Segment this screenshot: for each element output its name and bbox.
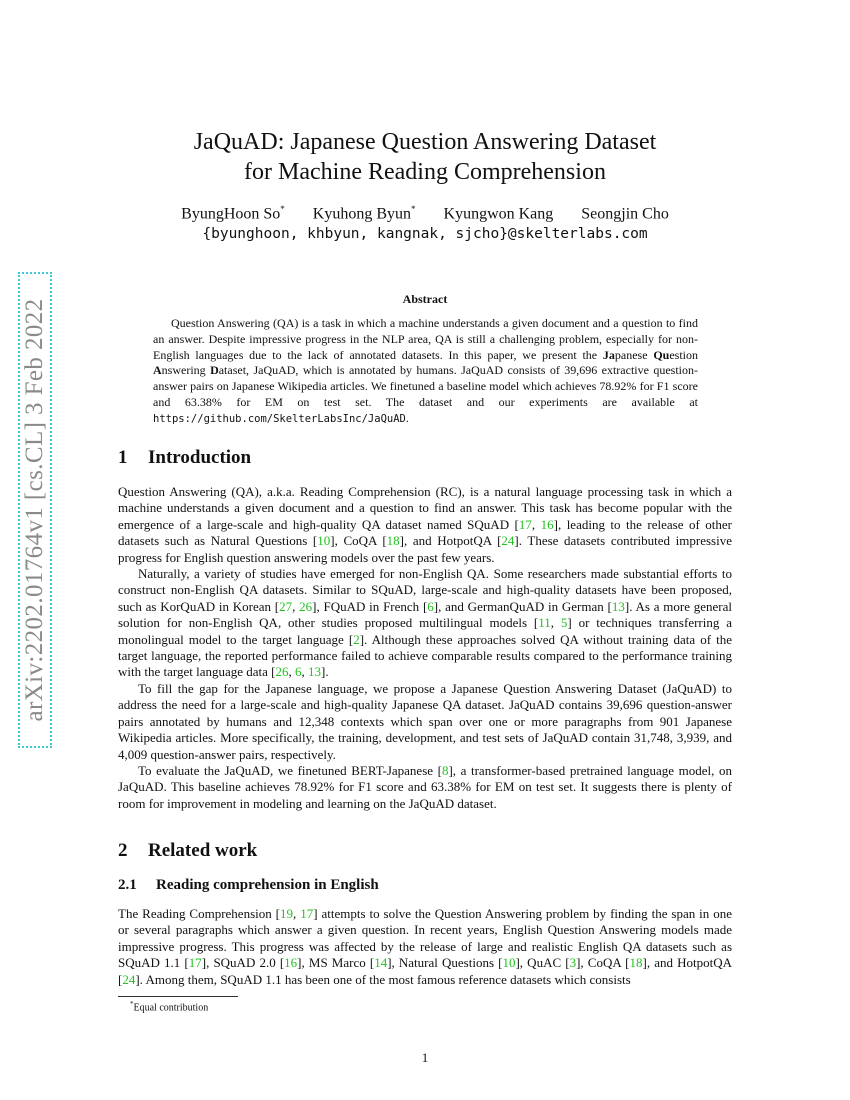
citation-link[interactable]: 13 xyxy=(611,598,625,614)
citation-link[interactable]: 10 xyxy=(502,955,516,971)
citation-link[interactable]: 17 xyxy=(300,906,314,921)
introduction-body xyxy=(118,484,732,812)
citation-link[interactable]: 18 xyxy=(386,533,400,549)
abstract-heading: Abstract xyxy=(402,292,448,306)
author: Seongjin Cho xyxy=(581,205,669,223)
citation-link[interactable]: 2 xyxy=(353,631,360,647)
related-work-body xyxy=(118,906,732,988)
section-heading-related-work: 2 Related work xyxy=(118,840,258,861)
author-email: {byunghoon, khbyun, kangnak, sjcho}@skelterlabs.com xyxy=(202,226,648,242)
citation-link[interactable]: 6 xyxy=(427,598,434,614)
citation-link[interactable]: 26 xyxy=(275,664,289,680)
citation-link[interactable]: 27 xyxy=(279,598,293,614)
citation-link[interactable]: 5 xyxy=(560,615,568,631)
paragraph: Question Answering (QA), a.k.a. Reading Comprehension (RC), is a natural language processing task in which a machine understands a given document and a question to find an answer. This task has become popular with the emergence of a large-scale and high-quality QA dataset named SQuAD [17, 16], leading to the release of other datasets such as Natural Questions [10], CoQA [18], and HotpotQA [24]. These datasets contributed impressive progress for English question answering models over the past few years. xyxy=(118,484,732,565)
citation-link[interactable]: 16 xyxy=(284,955,298,971)
citation-link[interactable]: 24 xyxy=(122,971,136,987)
paragraph: Naturally, a variety of studies have emerged for non-English QA. Some researchers made substantial efforts to construct non-English QA datasets. Similar to SQuAD, large-scale and high-quality datasets have been proposed, such as KorQuAD in Korean [27, 26], FQuAD in French [6], and GermanQuAD in German [13]. As a more general solution for non-English QA, other studies proposed multilingual models [11, 5] or techniques transferring a monolingual model to the target language [2]. Although these approaches solved QA without training data of the target language, the reported performance failed to achieve comparable results compared to the performance training with the target language data [26, 6, 13]. xyxy=(118,566,733,680)
citation-link[interactable]: 17 xyxy=(188,955,202,971)
citation-link[interactable]: 11 xyxy=(538,615,551,631)
page-number: 1 xyxy=(421,1050,429,1065)
footnote-divider xyxy=(118,996,238,997)
arxiv-stamp-container xyxy=(16,272,54,748)
subsection-heading-reading-comprehension: 2.1 Reading comprehension in English xyxy=(118,877,379,893)
paragraph: To fill the gap for the Japanese language, we propose a Japanese Question Answering Dataset (JaQuAD) to address the need for a large-scale and high-quality Japanese QA dataset. JaQuAD contains 39,696 question-answer pairs annotated by humans and 12,348 contexts which span over one or more paragraphs from 901 Japanese Wikipedia articles. More specifically, the training, development, and test sets of JaQuAD contain 31,748, 3,939, and 4,009 question-answer pairs, respectively. xyxy=(118,680,732,762)
citation-link[interactable]: 8 xyxy=(441,762,449,778)
citation-link[interactable]: 10 xyxy=(317,533,331,549)
author: Kyungwon Kang xyxy=(443,205,554,223)
citation-link[interactable]: 6 xyxy=(295,664,302,680)
footnote: *Equal contribution xyxy=(130,1000,209,1014)
paragraph: The Reading Comprehension [19, 17] attempts to solve the Question Answering problem by finding the span in one or several paragraphs which answer a given question. In recent years, English Question Answering models made impressive progress. This progress was affected by the release of large and realistic English QA datasets such as SQuAD 1.1 [17], SQuAD 2.0 [16], MS Marco [14], Natural Questions [10], QuAC [3], CoQA [18], and HotpotQA [24]. Among them, SQuAD 1.1 has been one of the most famous reference datasets which consists xyxy=(118,906,733,987)
citation-link[interactable]: 16 xyxy=(540,516,554,532)
dataset-url-link[interactable]: https://github.com/SkelterLabsInc/JaQuAD xyxy=(153,412,406,425)
title-line-2: for Machine Reading Comprehension xyxy=(244,159,606,185)
citation-link[interactable]: 13 xyxy=(308,664,322,680)
citation-link[interactable]: 19 xyxy=(280,906,294,921)
citation-link[interactable]: 18 xyxy=(629,955,643,971)
paragraph: To evaluate the JaQuAD, we finetuned BERT-Japanese [8], a transformer-based pretrained language model, on JaQuAD. This baseline achieves 78.92% for F1 score and 63.38% for EM on test set. It suggests there is plenty of room for improvement in modeling and learning on the JaQuAD dataset. xyxy=(118,762,733,811)
author: Kyuhong Byun* xyxy=(312,204,416,223)
citation-link[interactable]: 3 xyxy=(569,955,577,971)
author-list xyxy=(118,204,732,223)
citation-link[interactable]: 17 xyxy=(518,516,532,532)
arxiv-stamp: arXiv:2202.01764v1 [cs.CL] 3 Feb 2022 xyxy=(18,272,52,748)
title-line-1: JaQuAD: Japanese Question Answering Dataset xyxy=(193,129,657,155)
citation-link[interactable]: 14 xyxy=(374,955,388,971)
section-heading-introduction: 1 Introduction xyxy=(118,447,252,468)
paper-title xyxy=(118,127,732,187)
citation-link[interactable]: 26 xyxy=(299,598,313,614)
abstract-text: Question Answering (QA) is a task in which a machine understands a given document and a question to find an answer. Despite impressive progress in the NLP area, QA is still a challenging problem, especially for non-English languages due to the lack of annotated datasets. In this paper, we present the Japanese Question Answering Dataset, JaQuAD, which is annotated by humans. JaQuAD consists of 39,696 extractive question-answer pairs on Japanese Wikipedia articles. We finetuned a baseline model which achieves 78.92% for F1 score and 63.38% for EM on test set. The dataset and our experiments are available at https://github.com/SkelterLabsInc/JaQuAD. xyxy=(153,316,698,425)
author: ByungHoon So* xyxy=(181,204,285,223)
citation-link[interactable]: 24 xyxy=(501,533,515,549)
